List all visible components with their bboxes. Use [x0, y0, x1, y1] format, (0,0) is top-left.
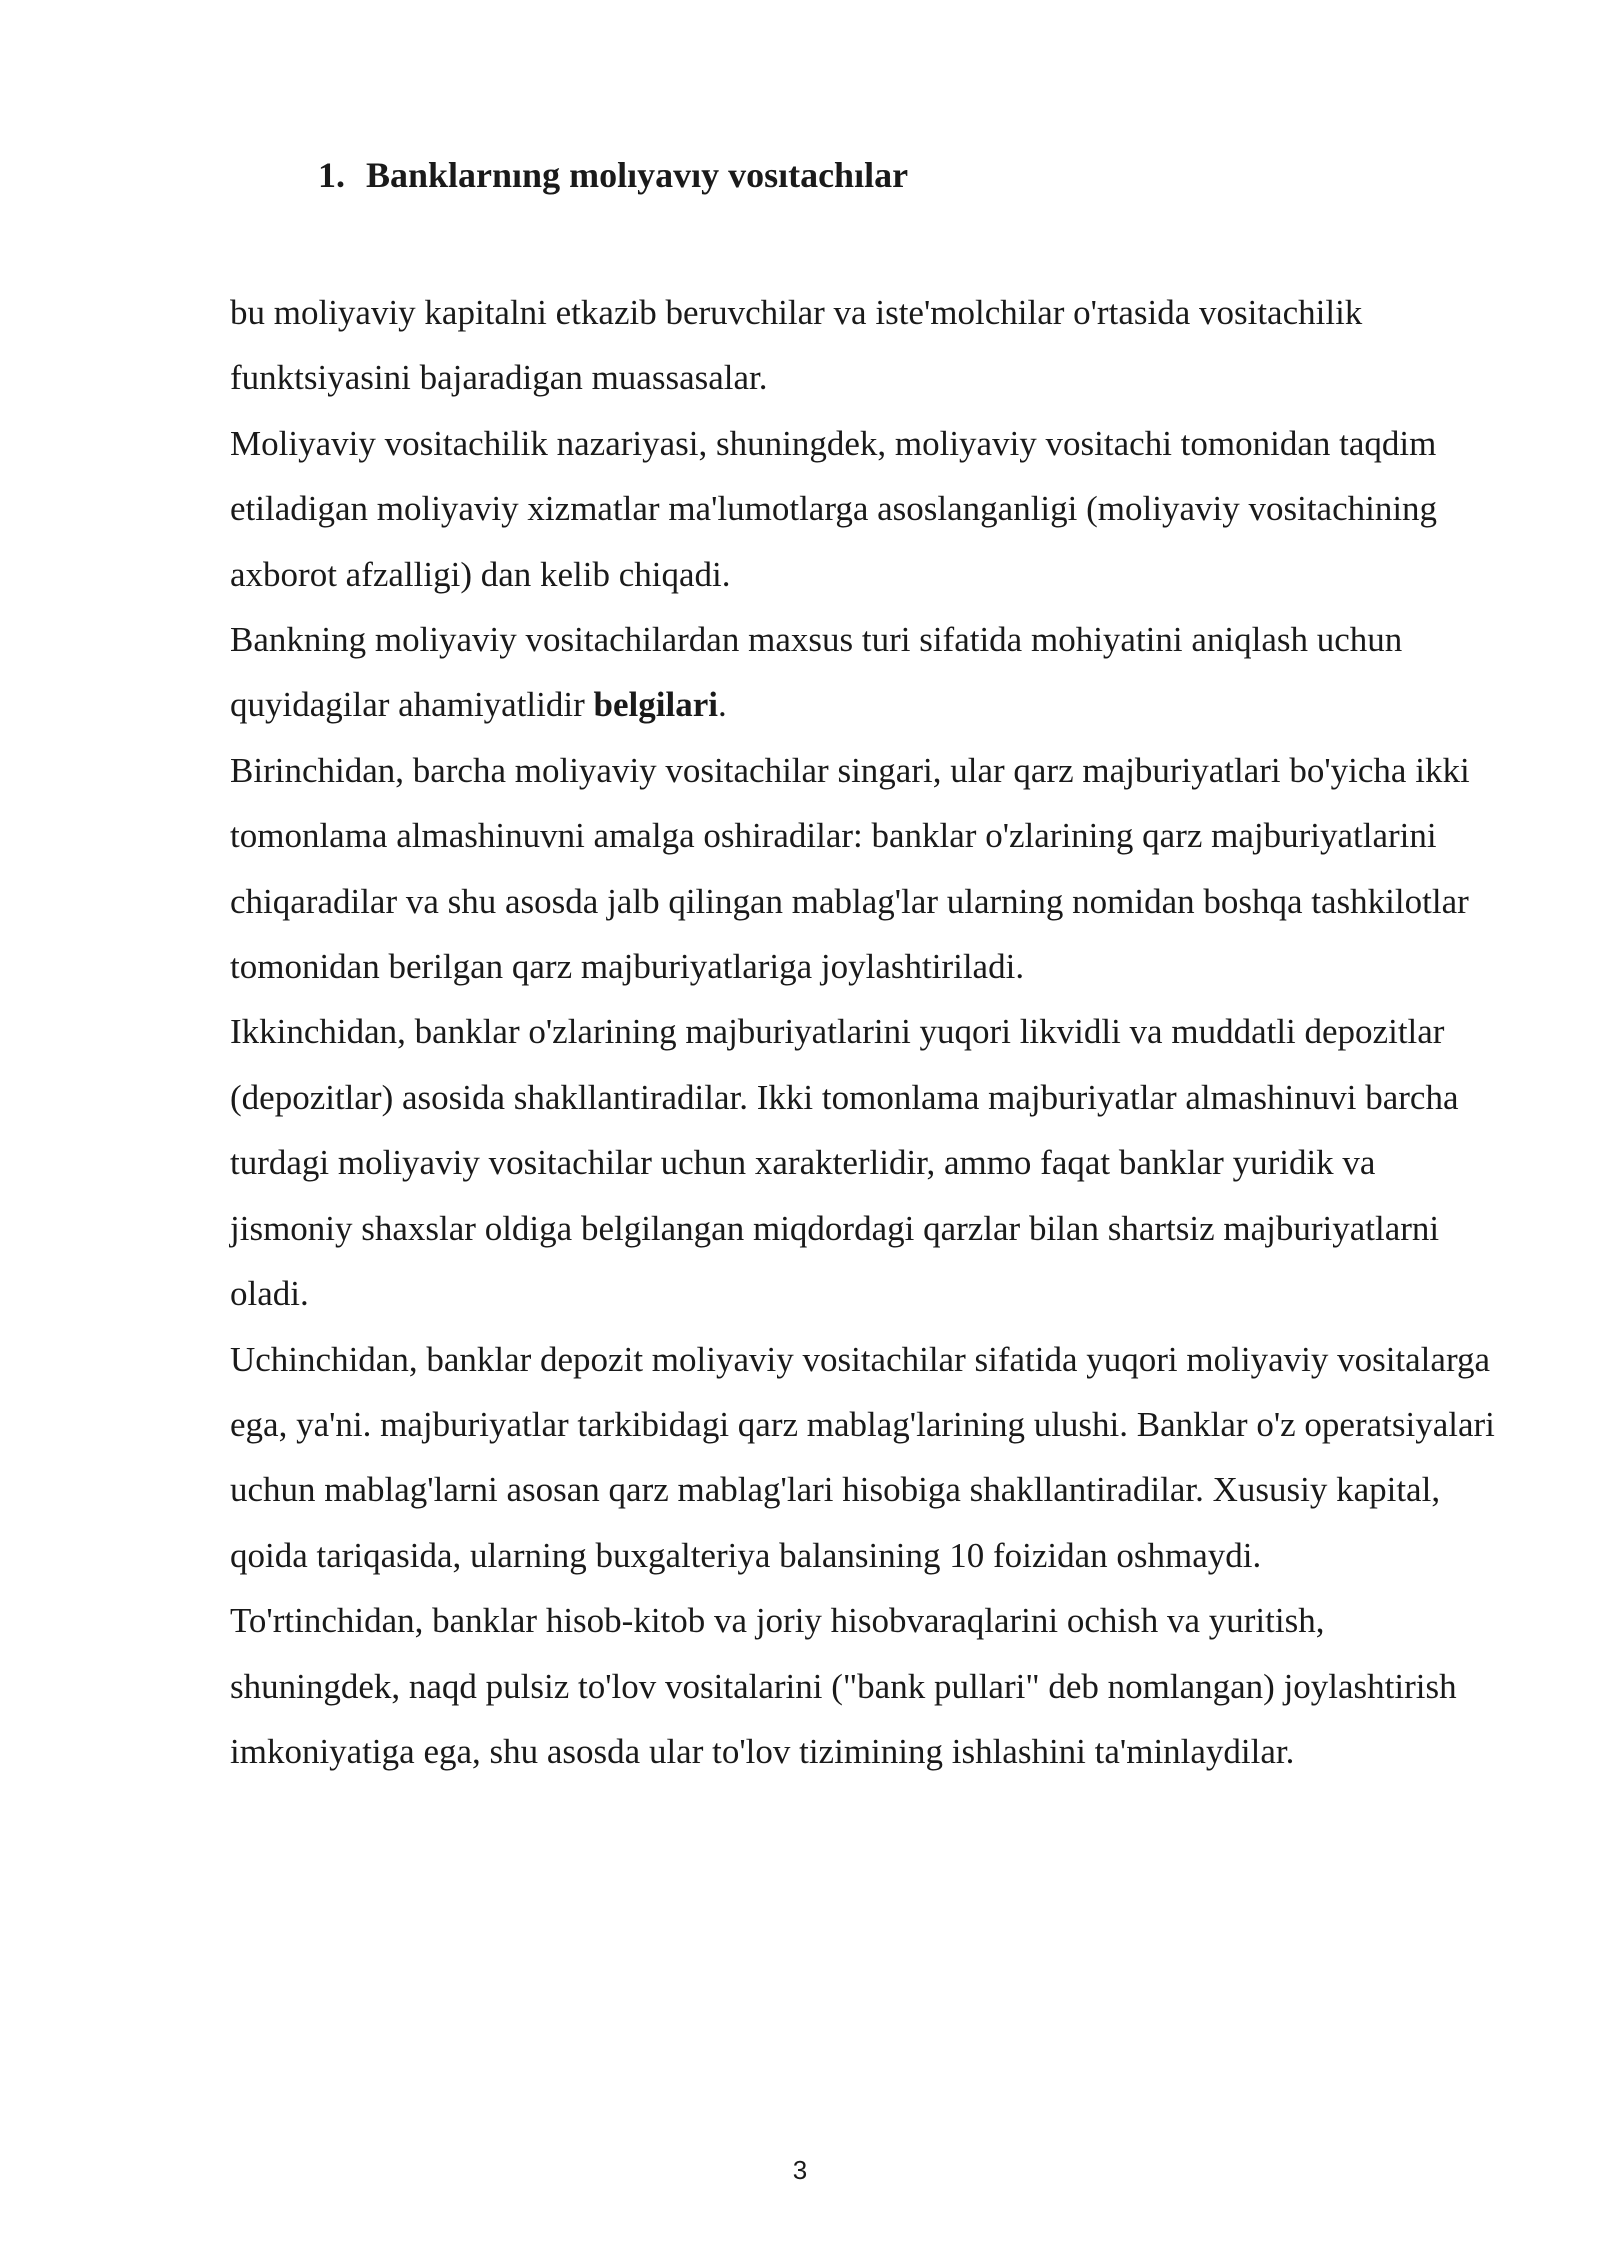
section-heading [318, 150, 908, 200]
body-text [230, 280, 1500, 1784]
paragraph-third: Uchinchidan, banklar depozit moliyaviy vositachilar sifatida yuqori moliyaviy vositalarga ega, ya'ni. majburiyatlar tarkibidagi qarz mablag'larining ulushi. Banklar o'z operatsiyalari uchun mablag'larni asosan qarz mablag'lari hisobiga shakllantiradilar. Xususiy kapital, qoida tariqasida, ularning buxgalteriya balansining 10 foizidan oshmaydi. [230, 1339, 1495, 1575]
page-number: 3 [792, 2155, 808, 2185]
paragraph-second: Ikkinchidan, banklar o'zlarining majburiyatlarini yuqori likvidli va muddatli depozitlar (depozitlar) asosida shakllantiradilar. Ikki tomonlama majburiyatlar almashinuvi barcha turdagi moliyaviy vositachilar uchun xarakterlidir, ammo faqat banklar yuridik va jismoniy shaxslar oldiga belgilangan miqdordagi qarzlar bilan shartsiz majburiyatlarni oladi. [230, 1012, 1459, 1314]
paragraph-features-intro-end: . [717, 685, 727, 725]
bold-term-belgilari: belgilari [593, 685, 718, 725]
paragraph-features-intro [230, 607, 1500, 738]
paragraph-features-intro-text: Bankning moliyaviy vositachilardan maxsus turi sifatida mohiyatini aniqlash uchun quyidagilar ahamiyatlidir [230, 620, 1403, 725]
paragraph-first: Birinchidan, barcha moliyaviy vositachilar singari, ular qarz majburiyatlari bo'yicha ikki tomonlama almashinuvni amalga oshiradilar: banklar o'zlarining qarz majburiyatlarini chiqaradilar va shu asosda jalb qilingan mablag'lar ularning nomidan boshqa tashkilotlar tomonidan berilgan qarz majburiyatlariga joylashtiriladi. [230, 750, 1470, 987]
section-title: Banklarnıng molıyavıy vosıtachılar [366, 155, 909, 195]
paragraph-fourth: To'rtinchidan, banklar hisob-kitob va joriy hisobvaraqlarini ochish va yuritish, shuningdek, naqd pulsiz to'lov vositalarini ("bank pullari" deb nomlangan) joylashtirish imkoniyatiga ega, shu asosda ular to'lov tizimining ishlashini ta'minlaydilar. [230, 1601, 1457, 1771]
section-number: 1. [318, 155, 345, 195]
paragraph-definition: bu moliyaviy kapitalni etkazib beruvchilar va iste'molchilar o'rtasida vositachilik funktsiyasini bajaradigan muassasalar. [230, 293, 1363, 398]
paragraph-theory: Moliyaviy vositachilik nazariyasi, shuningdek, moliyaviy vositachi tomonidan taqdim etiladigan moliyaviy xizmatlar ma'lumotlarga asoslanganligi (moliyaviy vositachining axborot afzalligi) dan kelib chiqadi. [230, 423, 1438, 594]
